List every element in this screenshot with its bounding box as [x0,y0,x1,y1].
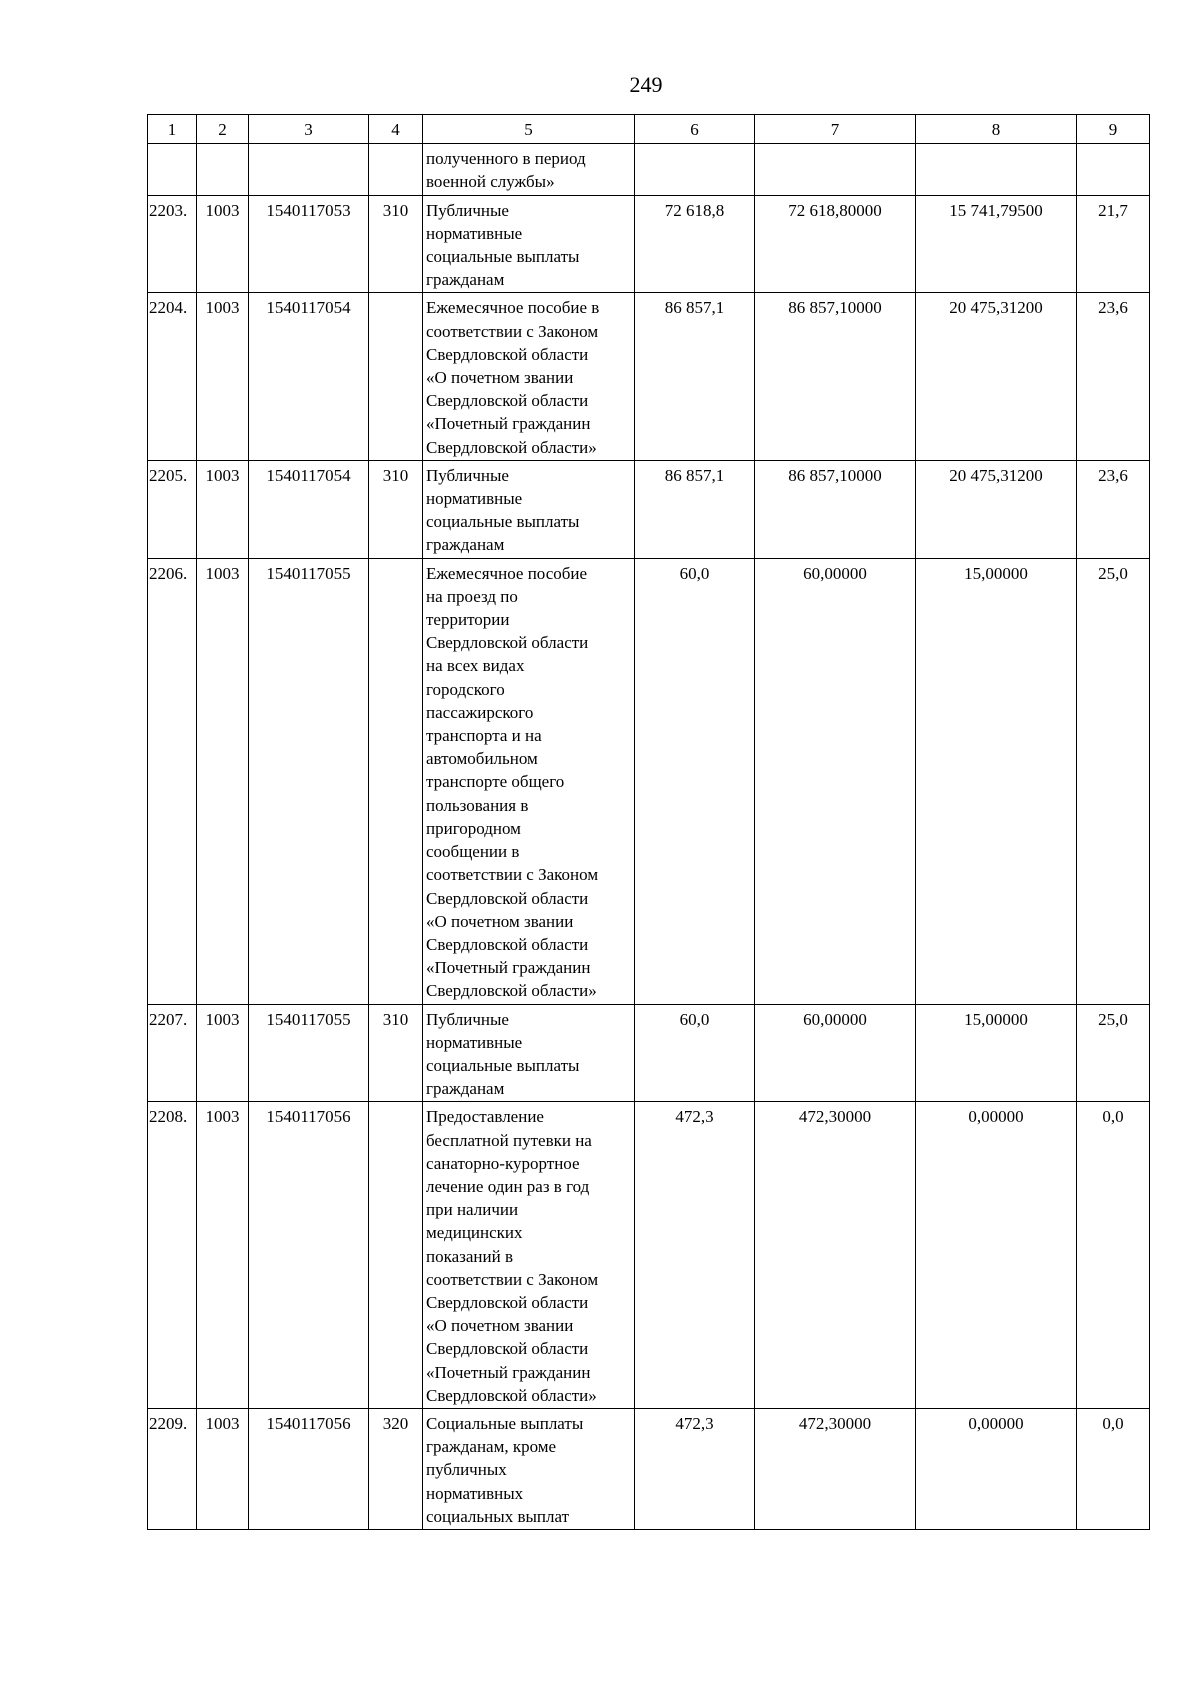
section-code: 1003 [197,1004,249,1102]
value-col8: 15 741,79500 [916,195,1077,293]
row-number: 2206. [148,558,197,1004]
value-col7 [755,144,916,195]
value-col9: 23,6 [1077,293,1150,460]
expense-type-code: 310 [369,460,423,558]
value-col6: 472,3 [635,1102,755,1409]
table-row [148,144,1150,195]
header-cell: 9 [1077,115,1150,144]
target-code: 1540117054 [249,460,369,558]
expense-type-code: 320 [369,1408,423,1529]
section-code [197,144,249,195]
value-col8: 20 475,31200 [916,293,1077,460]
value-col6 [635,144,755,195]
description: Публичные нормативные социальные выплаты гражданам [423,460,635,558]
value-col8: 0,00000 [916,1102,1077,1409]
value-col9: 21,7 [1077,195,1150,293]
value-col6: 60,0 [635,558,755,1004]
expense-type-code: 310 [369,195,423,293]
value-col9: 25,0 [1077,1004,1150,1102]
description: Ежемесячное пособие на проезд по территории Свердловской области на всех видах городского пассажирского транспорта и на автомобильном транспорте общего пользования в пригородном сообщении в соответствии с Законом Свердловской области «О почетном звании Свердловской области «Почетный гражданин Свердловской области» [423,558,635,1004]
value-col6: 472,3 [635,1408,755,1529]
value-col9 [1077,144,1150,195]
row-number: 2203. [148,195,197,293]
table-row [148,1004,1150,1102]
target-code: 1540117056 [249,1102,369,1409]
header-cell: 3 [249,115,369,144]
value-col7: 72 618,80000 [755,195,916,293]
page-number: 249 [629,72,663,97]
budget-table [147,114,1150,1530]
value-col9: 0,0 [1077,1102,1150,1409]
value-col6: 86 857,1 [635,293,755,460]
expense-type-code [369,144,423,195]
expense-type-code [369,1102,423,1409]
row-number: 2204. [148,293,197,460]
section-code: 1003 [197,195,249,293]
header-cell: 8 [916,115,1077,144]
target-code: 1540117056 [249,1408,369,1529]
section-code: 1003 [197,1102,249,1409]
value-col8 [916,144,1077,195]
target-code: 1540117054 [249,293,369,460]
value-col8: 0,00000 [916,1408,1077,1529]
value-col9: 25,0 [1077,558,1150,1004]
header-cell: 1 [148,115,197,144]
table-row [148,195,1150,293]
expense-type-code [369,293,423,460]
table-row [148,1408,1150,1529]
description: Публичные нормативные социальные выплаты гражданам [423,195,635,293]
value-col7: 60,00000 [755,558,916,1004]
row-number [148,144,197,195]
value-col7: 86 857,10000 [755,293,916,460]
target-code: 1540117055 [249,558,369,1004]
expense-type-code [369,558,423,1004]
description: полученного в период военной службы» [423,144,635,195]
table-row [148,293,1150,460]
value-col8: 15,00000 [916,558,1077,1004]
value-col7: 472,30000 [755,1408,916,1529]
header-cell: 6 [635,115,755,144]
header-cell: 4 [369,115,423,144]
row-number: 2205. [148,460,197,558]
value-col8: 15,00000 [916,1004,1077,1102]
target-code: 1540117053 [249,195,369,293]
description: Предоставление бесплатной путевки на санаторно-курортное лечение один раз в год при наличии медицинских показаний в соответствии с Законом Свердловской области «О почетном звании Свердловской области «Почетный гражданин Свердловской области» [423,1102,635,1409]
value-col9: 23,6 [1077,460,1150,558]
header-cell: 7 [755,115,916,144]
header-cell: 5 [423,115,635,144]
header-row [148,115,1150,144]
table-row [148,460,1150,558]
value-col7: 472,30000 [755,1102,916,1409]
header-cell: 2 [197,115,249,144]
value-col8: 20 475,31200 [916,460,1077,558]
description: Ежемесячное пособие в соответствии с Законом Свердловской области «О почетном звании Свердловской области «Почетный гражданин Свердловской области» [423,293,635,460]
section-code: 1003 [197,293,249,460]
value-col7: 86 857,10000 [755,460,916,558]
value-col6: 86 857,1 [635,460,755,558]
section-code: 1003 [197,460,249,558]
description: Социальные выплаты гражданам, кроме публичных нормативных социальных выплат [423,1408,635,1529]
target-code [249,144,369,195]
value-col7: 60,00000 [755,1004,916,1102]
value-col6: 60,0 [635,1004,755,1102]
value-col6: 72 618,8 [635,195,755,293]
table-row [148,558,1150,1004]
row-number: 2208. [148,1102,197,1409]
row-number: 2207. [148,1004,197,1102]
row-number: 2209. [148,1408,197,1529]
expense-type-code: 310 [369,1004,423,1102]
description: Публичные нормативные социальные выплаты гражданам [423,1004,635,1102]
section-code: 1003 [197,1408,249,1529]
value-col9: 0,0 [1077,1408,1150,1529]
table-row [148,1102,1150,1409]
target-code: 1540117055 [249,1004,369,1102]
section-code: 1003 [197,558,249,1004]
